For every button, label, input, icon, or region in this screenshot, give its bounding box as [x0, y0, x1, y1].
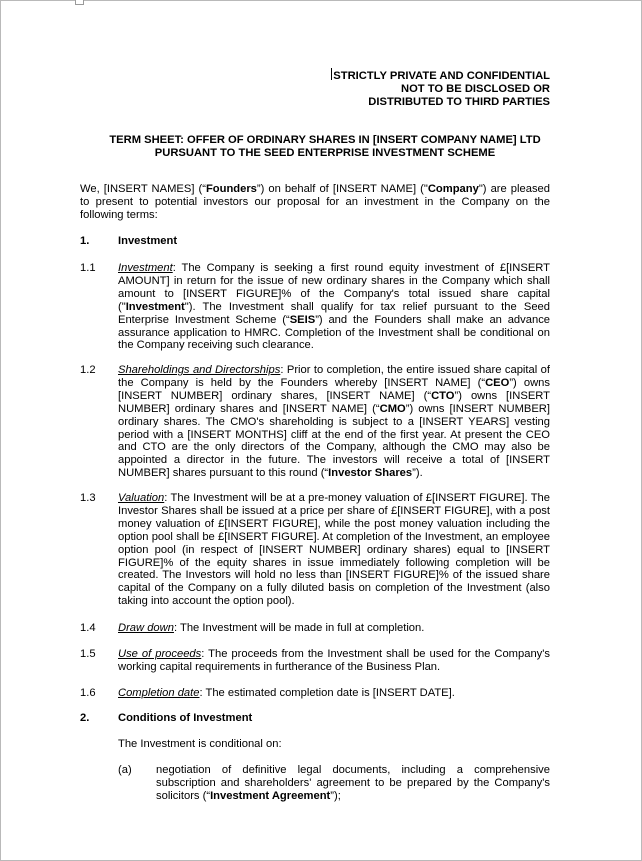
clause-1-3-label: Valuation — [118, 492, 165, 504]
clause-1-3-number: 1.3 — [80, 492, 96, 504]
clause-1-6: Completion date: The estimated completion date is [INSERT DATE]. — [118, 687, 455, 699]
document-title — [80, 134, 570, 160]
clause-1-3: Valuation: The Investment will be at a pre-money valuation of £[INSERT FIGURE]. The Investor Shares shall be issued at a price per share of £[INSERT FIGURE], with a post money valuation of £[INSERT FIGURE], while the post money valuation including the option pool shall be £[INSERT FIGURE]. At completion of the Investment, an employee option pool (in respect of [INSERT NUMBER] ordinary shares) equal to [INSERT FIGURE]% of the equity shares in issue immediately following completion will be created. The Investors will hold no less than [INSERT FIGURE]% of the issued share capital of the Company on a fully diluted basis on completion of the Investment (also taking into account the option pool). — [118, 492, 550, 608]
intro-paragraph: We, [INSERT NAMES] (“Founders”) on behalf of [INSERT NAME] ("Company") are pleased to present to potential investors our proposal for an investment in the Company on the following terms: — [80, 183, 550, 221]
header-line-3: DISTRIBUTED TO THIRD PARTIES — [368, 95, 550, 108]
clause-1-4: Draw down: The Investment will be made in full at completion. — [118, 622, 425, 634]
section-1-heading: Investment — [118, 235, 178, 247]
clause-1-6-number: 1.6 — [80, 687, 96, 699]
founders-term: Founders — [205, 183, 257, 195]
clause-1-5: Use of proceeds: The proceeds from the Investment shall be used for the Company's working capital requirements in furtherance of the Business Plan. — [118, 648, 550, 673]
clause-1-5-number: 1.5 — [80, 648, 96, 660]
clause-1-2: Shareholdings and Directorships: Prior to completion, the entire issued share capital of the Company is held by the Founders whereby [INSERT NAME] (“CEO”) owns [INSERT NUMBER] ordinary shares, [INSERT NAME] (“CTO”) owns [INSERT NUMBER] ordinary shares and [INSERT NAME] (“CMO”) owns [INSERT NUMBER] ordinary shares. The CMO's shareholding is subject to a [INSERT YEARS] vesting period with a [INSERT MONTHS] cliff at the end of the first year. At present the CEO and CTO are the only directors of the Company, although the CMO may also be appointed a director in the future. The investors will receive a total of [INSERT NUMBER] shares pursuant to this round (“Investor Shares”). — [118, 364, 550, 480]
clause-1-1-label: Investment — [118, 262, 173, 274]
confidentiality-header — [331, 68, 550, 109]
title-line-2: PURSUANT TO THE SEED ENTERPRISE INVESTMENT SCHEME — [154, 146, 496, 159]
clause-1-2-number: 1.2 — [80, 364, 96, 376]
section-2-number: 2. — [80, 712, 90, 724]
clause-1-5-label: Use of proceeds — [118, 648, 202, 660]
condition-a-number: (a) — [118, 764, 132, 776]
section-1-number: 1. — [80, 235, 90, 247]
clause-1-4-number: 1.4 — [80, 622, 96, 634]
title-line-1: TERM SHEET: OFFER OF ORDINARY SHARES IN [INSERT COMPANY NAME] LTD — [109, 134, 541, 146]
company-term: Company — [427, 183, 479, 195]
page-corner-marker — [75, 0, 84, 5]
condition-a: negotiation of definitive legal documents, including a comprehensive subscription and shareholders' agreement to be prepared by the Company's solicitors (“Investment Agreement”); — [156, 764, 550, 802]
clause-1-2-label: Shareholdings and Directorships — [118, 364, 281, 376]
section-2-heading: Conditions of Investment — [118, 712, 253, 724]
clause-1-1-number: 1.1 — [80, 262, 96, 274]
header-line-2: NOT TO BE DISCLOSED OR — [401, 82, 550, 95]
header-line-1: STRICTLY PRIVATE AND CONFIDENTIAL — [333, 70, 550, 82]
clause-1-6-label: Completion date — [118, 687, 200, 699]
section-2-lead: The Investment is conditional on: — [118, 738, 282, 750]
clause-1-4-label: Draw down — [118, 622, 174, 634]
clause-1-1: Investment: The Company is seeking a first round equity investment of £[INSERT AMOUNT] in return for the issue of new ordinary shares in the Company which shall amount to [INSERT FIGURE]% of the Company's total issued share capital ("Investment"). The Investment shall qualify for tax relief pursuant to the Seed Enterprise Investment Scheme (“SEIS”) and the Founders shall make an advance assurance application to HMRC. Completion of the Investment shall be conditional on the Company receiving such clearance. — [118, 262, 551, 352]
